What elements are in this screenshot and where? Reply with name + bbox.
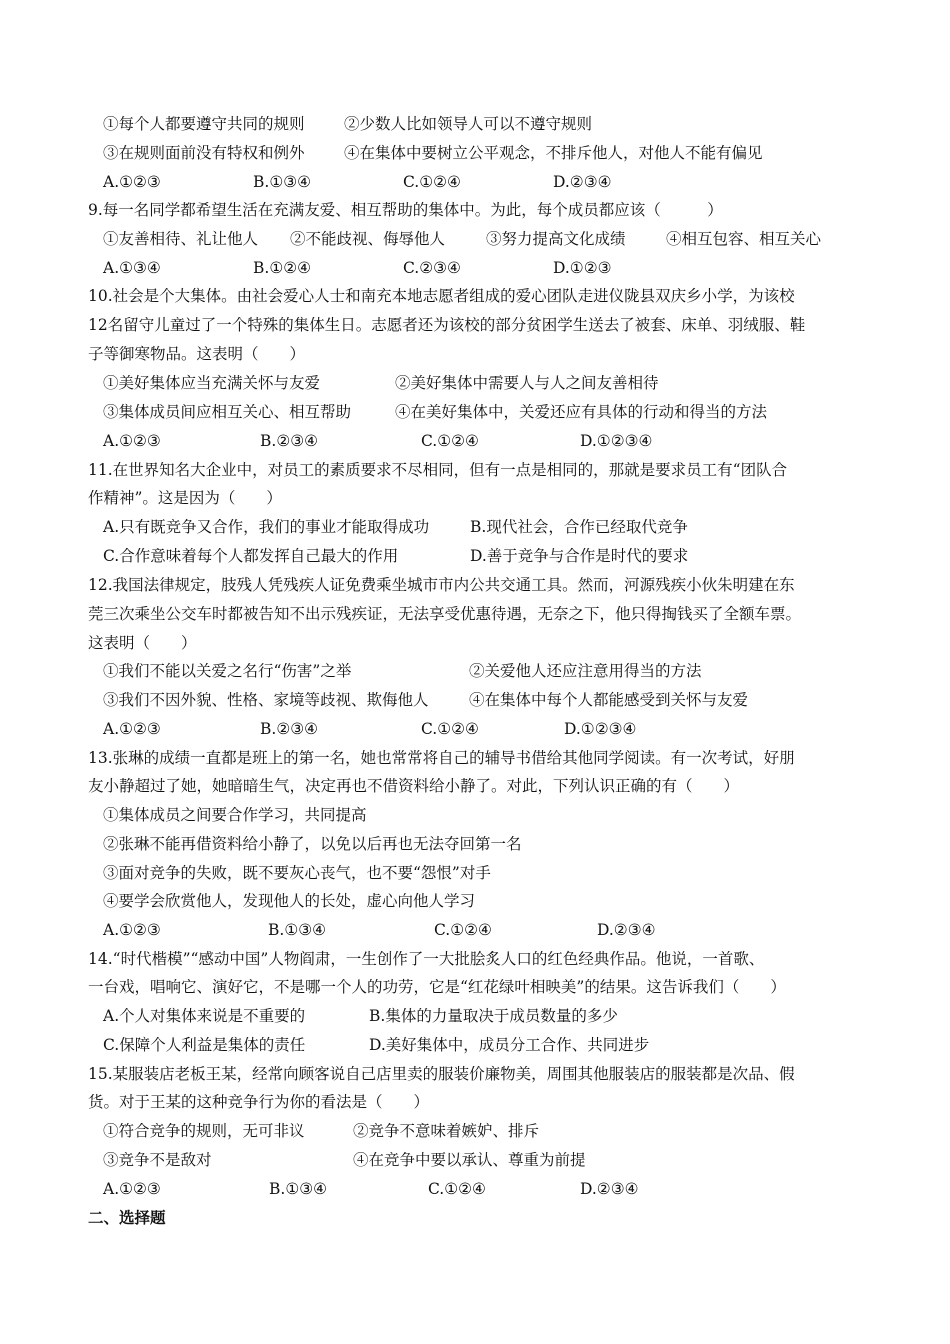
q10-choice-c: C.①②④ (421, 432, 479, 450)
section-heading: 二、选择题 (88, 1209, 166, 1227)
q14-stem-line1: 14.“时代楷模”“感动中国”人物阎肃，一生创作了一大批脍炙人口的红色经典作品。他说，一首歌、 (88, 950, 765, 968)
q10-item-1: ①美好集体应当充满关怀与友爱 (103, 374, 321, 392)
q15-choice-b: B.①③④ (269, 1180, 328, 1198)
q12-item-3: ③我们不因外貌、性格、家境等歧视、欺侮他人 (103, 691, 429, 709)
q14-choice-b: B.集体的力量取决于成员数量的多少 (369, 1007, 618, 1025)
q12-choice-a: A.①②③ (103, 720, 161, 738)
q13-item-1: ①集体成员之间要合作学习，共同提高 (103, 806, 367, 824)
q14-stem-line2: 一台戏，唱响它、演好它，不是哪一个人的功劳，它是“红花绿叶相映美”的结果。这告诉我们（ ） (88, 978, 786, 996)
q12-choice-b: B.②③④ (260, 720, 319, 738)
q12-item-1: ①我们不能以关爱之名行“伤害”之举 (103, 662, 352, 680)
q9-item-4: ④相互包容、相互关心 (666, 230, 822, 248)
q9-choice-b: B.①②④ (253, 259, 312, 277)
q13-stem-line2: 友小静超过了她，她暗暗生气，决定再也不借资料给小静了。对此，下列认识正确的有（ ） (88, 777, 740, 795)
q15-item-1: ①符合竞争的规则，无可非议 (103, 1122, 305, 1140)
q9-choice-a: A.①③④ (103, 259, 161, 277)
q9-item-1: ①友善相待、礼让他人 (103, 230, 259, 248)
q12-item-4: ④在集体中每个人都能感受到关怀与友爱 (469, 691, 749, 709)
q8-choice-d: D.②③④ (553, 173, 612, 191)
q10-item-2: ②美好集体中需要人与人之间友善相待 (395, 374, 659, 392)
q9-item-2: ②不能歧视、侮辱他人 (290, 230, 446, 248)
q13-item-2: ②张琳不能再借资料给小静了，以免以后再也无法夺回第一名 (103, 835, 522, 853)
q13-choice-a: A.①②③ (103, 921, 161, 939)
q13-choice-d: D.②③④ (597, 921, 656, 939)
q11-choice-b: B.现代社会，合作已经取代竞争 (470, 518, 688, 536)
q8-item-3: ③在规则面前没有特权和例外 (103, 144, 305, 162)
q15-choice-c: C.①②④ (428, 1180, 486, 1198)
q9-choice-c: C.②③④ (403, 259, 461, 277)
q10-stem-line3: 子等御寒物品。这表明（ ） (88, 345, 306, 363)
q12-stem-line1: 12.我国法律规定，肢残人凭残疾人证免费乘坐城市市内公共交通工具。然而，河源残疾小伙朱明建在东 (88, 576, 795, 594)
q8-choice-b: B.①③④ (253, 173, 312, 191)
q15-choice-d: D.②③④ (580, 1180, 639, 1198)
q12-choice-c: C.①②④ (421, 720, 479, 738)
q15-stem-line2: 货。对于王某的这种竞争行为你的看法是（ ） (88, 1093, 430, 1111)
q10-choice-b: B.②③④ (260, 432, 319, 450)
q14-choice-c: C.保障个人利益是集体的责任 (103, 1036, 306, 1054)
q9-choice-d: D.①②③ (553, 259, 612, 277)
q15-item-4: ④在竞争中要以承认、尊重为前提 (353, 1151, 586, 1169)
q15-item-3: ③竞争不是敌对 (103, 1151, 212, 1169)
q10-stem-line2: 12名留守儿童过了一个特殊的集体生日。志愿者还为该校的部分贫困学生送去了被套、床单、羽绒服、鞋 (88, 316, 806, 334)
q12-stem-line2: 莞三次乘坐公交车时都被告知不出示残疾证，无法享受优惠待遇，无奈之下，他只得掏钱买了全额车票。 (88, 605, 802, 623)
q15-choice-a: A.①②③ (103, 1180, 161, 1198)
q8-item-2: ②少数人比如领导人可以不遵守规则 (344, 115, 593, 133)
q15-stem-line1: 15.某服装店老板王某，经常向顾客说自己店里卖的服装价廉物美，周围其他服装店的服装都是次品、假 (88, 1065, 795, 1083)
q9-stem: 9.每一名同学都希望生活在充满友爱、相互帮助的集体中。为此，每个成员都应该（ ） (88, 201, 723, 219)
q8-choice-c: C.①②④ (403, 173, 461, 191)
q12-choice-d: D.①②③④ (564, 720, 637, 738)
q11-stem-line2: 作精神”。这是因为（ ） (88, 489, 282, 507)
q10-choice-d: D.①②③④ (580, 432, 653, 450)
q13-item-3: ③面对竞争的失败，既不要灰心丧气，也不要“怨恨”对手 (103, 864, 491, 882)
q11-choice-a: A.只有既竞争又合作，我们的事业才能取得成功 (103, 518, 430, 536)
q9-item-3: ③努力提高文化成绩 (486, 230, 626, 248)
q10-item-3: ③集体成员间应相互关心、相互帮助 (103, 403, 352, 421)
q13-choice-c: C.①②④ (434, 921, 492, 939)
q13-stem-line1: 13.张琳的成绩一直都是班上的第一名，她也常常将自己的辅导书借给其他同学阅读。有一次考试，好朋 (88, 749, 795, 767)
q15-item-2: ②竞争不意味着嫉妒、排斥 (353, 1122, 540, 1140)
q11-choice-d: D.善于竞争与合作是时代的要求 (470, 547, 689, 565)
q13-choice-b: B.①③④ (268, 921, 327, 939)
q14-choice-a: A.个人对集体来说是不重要的 (103, 1007, 306, 1025)
q8-item-4: ④在集体中要树立公平观念，不排斥他人，对他人不能有偏见 (344, 144, 763, 162)
q10-stem-line1: 10.社会是个大集体。由社会爱心人士和南充本地志愿者组成的爱心团队走进仪陇县双庆乡小学，为该校 (88, 287, 795, 305)
q11-stem-line1: 11.在世界知名大企业中，对员工的素质要求不尽相同，但有一点是相同的，那就是要求员工有“团队合 (88, 461, 788, 479)
q8-item-1: ①每个人都要遵守共同的规则 (103, 115, 305, 133)
q10-item-4: ④在美好集体中，关爱还应有具体的行动和得当的方法 (395, 403, 768, 421)
q12-item-2: ②关爱他人还应注意用得当的方法 (469, 662, 702, 680)
q8-choice-a: A.①②③ (103, 173, 161, 191)
q11-choice-c: C.合作意味着每个人都发挥自己最大的作用 (103, 547, 399, 565)
q14-choice-d: D.美好集体中，成员分工合作、共同进步 (369, 1036, 650, 1054)
q12-stem-line3: 这表明（ ） (88, 634, 197, 652)
q10-choice-a: A.①②③ (103, 432, 161, 450)
q13-item-4: ④要学会欣赏他人，发现他人的长处，虚心向他人学习 (103, 892, 476, 910)
